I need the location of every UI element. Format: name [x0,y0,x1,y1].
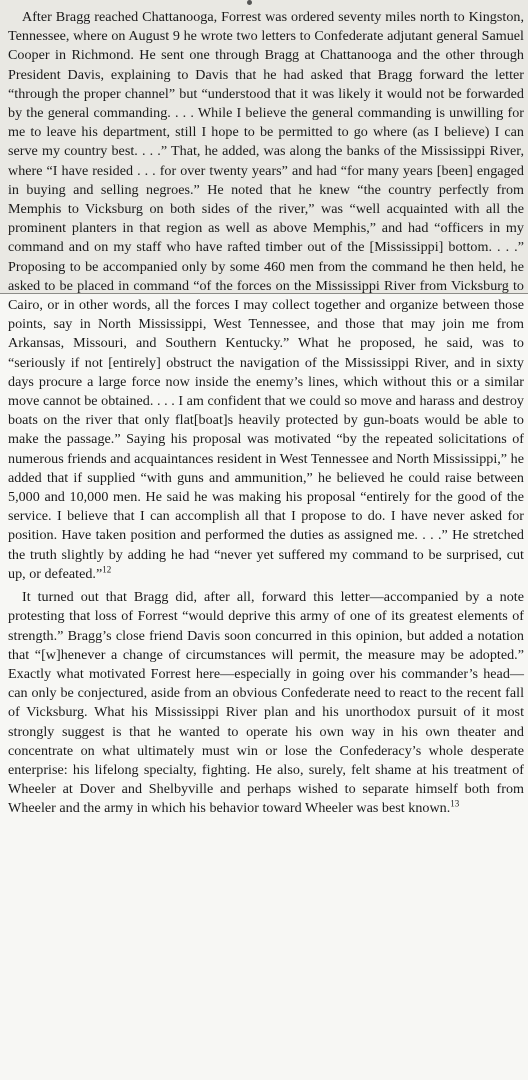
paragraph [8,588,524,818]
paragraph-text: After Bragg reached Chattanooga, Forrest was ordered seventy miles north to Kingston, Tennessee, where on August 9 he wrote two letters to Confederate adjutant general Samuel Cooper in Richmond. He sent one through Bragg at Chattanooga and the other through President Davis, explaining to Davis that he had asked that Bragg forward the letter “through the proper channel” but “understood that it was likely it would not be forwarded by the general commanding. . . . While I believe the general commanding is unwilling for me to leave his department, still I hope to be permitted to go where (as I believe) I can serve my country best. . . .” That, he added, was along the banks of the Mississippi River, where “I have resided . . . for over twenty years” and had “for many years [been] engaged in buying and selling negroes.” He noted that he knew “the country perfectly from Memphis to Vicksburg on both sides of the river,” was “well acquainted with all the prominent planters in that region as well as above Memphis,” and had “officers in my command and on my staff who have rafted timber out of the [Mississippi] bottom. . . .” Proposing to be accompanied only by some 460 men from the command he then held, he asked to be placed in command “of the forces on the Mississippi River from Vicksburg to Cairo, or in other words, all the forces I may collect together and organize between those points, say in North Mississippi, West Tennessee, and those that may join me from Arkansas, Missouri, and Southern Kentucky.” What he proposed, he said, was to “seriously if not [entirely] obstruct the navigation of the Mississippi River, and in sixty days procure a large force now inside the enemy’s lines, which without this or a similar move cannot be obtained. . . . I am confident that we could so move and harass and destroy boats on the river that only flat[boat]s heavily protected by gun-boats would be able to make the passage.” Saying his proposal was motivated “by the repeated solicitations of numerous friends and acquaintances resident in West Tennessee and North Mississippi,” he added that if supplied “with guns and ammunition,” he believed he could raise between 5,000 and 10,000 men. He said he was making his proposal “entirely for the good of the service. I believe that I can accomplish all that I propose to do. I have never asked for position. Have taken position and performed the duties as assigned me. . . .” He stretched the truth slightly by adding he had “never yet suffered my command to be surprised, cut up, or defeated.” [8,9,524,582]
paragraph [8,8,524,584]
footnote-ref[interactable]: 12 [102,564,112,575]
text-column [8,8,524,819]
paragraph-text: It turned out that Bragg did, after all, forward this letter—accompanied by a note protesting that loss of Forrest “would deprive this army of one of its greatest elements of strength.” Bragg’s close friend Davis soon concurred in this opinion, but added a notation that “[w]henever a change of circumstances will permit, the measure may be adopted.” Exactly what motivated Forrest here—especially in going over his commander’s head—can only be conjectured, aside from an obvious Confederate need to react to the recent fall of Vicksburg. What his Mississippi River plan and his unorthodox pursuit of it most strongly suggest is that he wanted to operate his own way in his own theater and concentrate on what ultimately must win or lose the Confederacy’s whole desperate enterprise: his lifelong specialty, fighting. He also, surely, felt shame at his treatment of Wheeler at Dover and Shelbyville and perhaps wished to separate himself both from Wheeler and the army in which his behavior toward Wheeler was best known. [8,589,524,817]
scan-mark [247,0,252,5]
footnote-ref[interactable]: 13 [450,798,460,809]
